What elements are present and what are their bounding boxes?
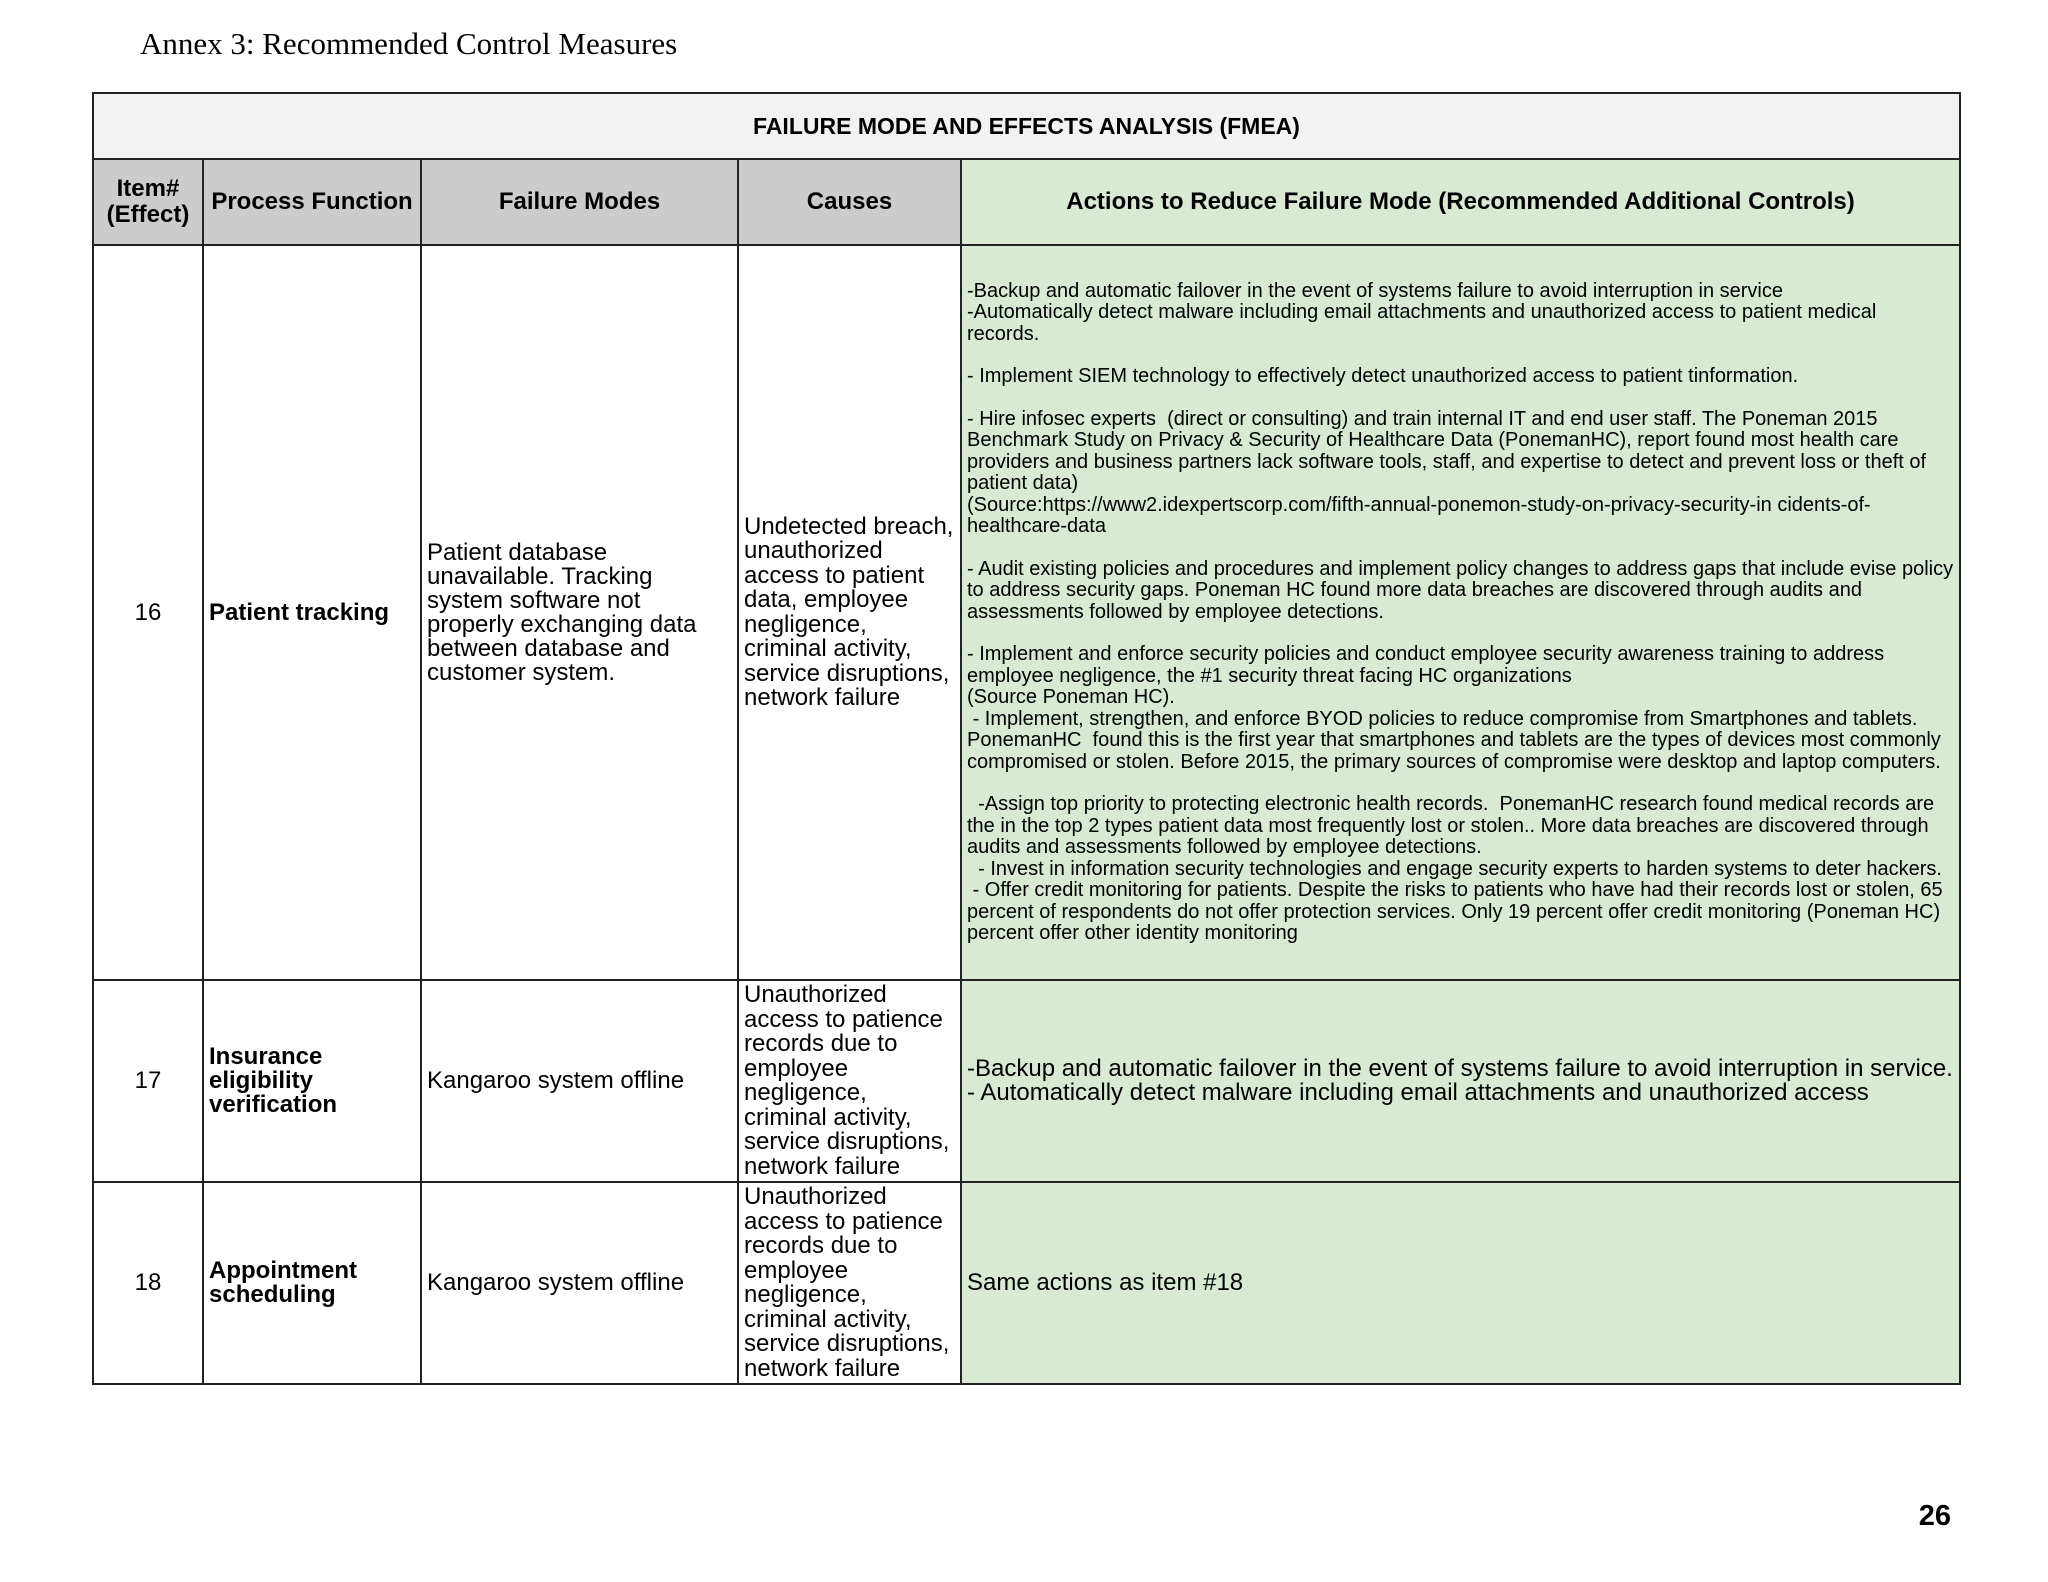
action-paragraph: - Audit existing policies and procedures and implement policy changes to address gaps that include evise policy to address security gaps. Poneman HC found more data breaches are discovered through audits and assessments followed by employee detections. [967, 557, 1959, 623]
action-paragraph: -Backup and automatic failover in the event of systems failure to avoid interruption in service -Automatically detect malware including email attachments and unauthorized access to patient medical records. [967, 279, 1877, 345]
actions-cell [961, 245, 1960, 980]
table-row [93, 245, 1960, 980]
actions-cell [961, 1182, 1960, 1384]
process-function: Appointment scheduling [203, 1182, 421, 1384]
header-process-function: Process Function [203, 159, 421, 245]
header-actions: Actions to Reduce Failure Mode (Recommended Additional Controls) [961, 159, 1960, 245]
action-paragraph: Same actions as item #18 [967, 1269, 1244, 1296]
failure-modes: Kangaroo system offline [421, 1182, 738, 1384]
page-number: 26 [1918, 1500, 1951, 1532]
action-paragraph: -Backup and automatic failover in the event of systems failure to avoid interruption in service. - Automatically detect malware including email attachments and unauthorized access [967, 1055, 1967, 1106]
header-causes: Causes [738, 159, 961, 245]
action-paragraph: -Assign top priority to protecting electronic health records. PonemanHC research found medical records are the in the top 2 types patient data most frequently lost or stolen.. More data breaches are discovered through audits and assessments followed by employee detections. - Invest in information security technologies and engage security experts to harden systems to deter hackers. - Offer credit monitoring for patients. Despite the risks to patients who have had their records lost or stolen, 65 percent of respondents do not offer protection services. Only 19 percent offer credit monitoring (Poneman HC) percent offer other identity monitoring [967, 793, 1943, 944]
item-number: 17 [93, 980, 203, 1182]
causes: Unauthorized access to patience records due to employee negligence, criminal activity, service disruptions, network failure [738, 980, 961, 1182]
table-title-row [93, 93, 1960, 159]
item-number: 16 [93, 245, 203, 980]
failure-modes: Kangaroo system offline [421, 980, 738, 1182]
fmea-table [92, 92, 1967, 1385]
annex-title: Annex 3: Recommended Control Measures [140, 26, 678, 61]
process-function: Insurance eligibility verification [203, 980, 421, 1182]
action-paragraph: - Implement and enforce security policies and conduct employee security awareness training to address employee negligence, the #1 security threat facing HC organizations (Source Poneman HC). - Implement, strengthen, and enforce BYOD policies to reduce compromise from Smartphones and tablets. PonemanHC found this is the first year that smartphones and tablets are the types of devices most commonly compromised or stolen. Before 2015, the primary sources of compromise were desktop and laptop computers. [967, 643, 1941, 773]
action-paragraph: - Implement SIEM technology to effectively detect unauthorized access to patient tinformation. [967, 365, 1799, 387]
failure-modes: Patient database unavailable. Tracking system software not properly exchanging data between database and customer system. [421, 245, 738, 980]
action-paragraph: - Hire infosec experts (direct or consulting) and train internal IT and end user staff. The Poneman 2015 Benchmark Study on Privacy & Security of Healthcare Data (PonemanHC), report found most health care providers and business partners lack software tools, staff, and expertise to detect and prevent loss or theft of patient data) (Source:https://www2.idexpertscorp.com/fifth-annual-ponemon-study-on-privacy-security-in cidents-of-healthcare-data [967, 407, 1927, 537]
causes: Unauthorized access to patience records due to employee negligence, criminal activity, service disruptions, network failure [738, 1182, 961, 1384]
header-failure-modes: Failure Modes [421, 159, 738, 245]
table-row [93, 1182, 1960, 1384]
table-row [93, 980, 1960, 1182]
header-row [93, 159, 1960, 245]
item-number: 18 [93, 1182, 203, 1384]
actions-cell [961, 980, 1967, 1182]
header-item-label: Item# (Effect) [106, 175, 190, 228]
table-title: FAILURE MODE AND EFFECTS ANALYSIS (FMEA) [93, 93, 1960, 159]
process-function: Patient tracking [203, 245, 421, 980]
causes: Undetected breach, unauthorized access to patient data, employee negligence, criminal activity, service disruptions, network failure [738, 245, 961, 980]
header-item [93, 159, 203, 245]
